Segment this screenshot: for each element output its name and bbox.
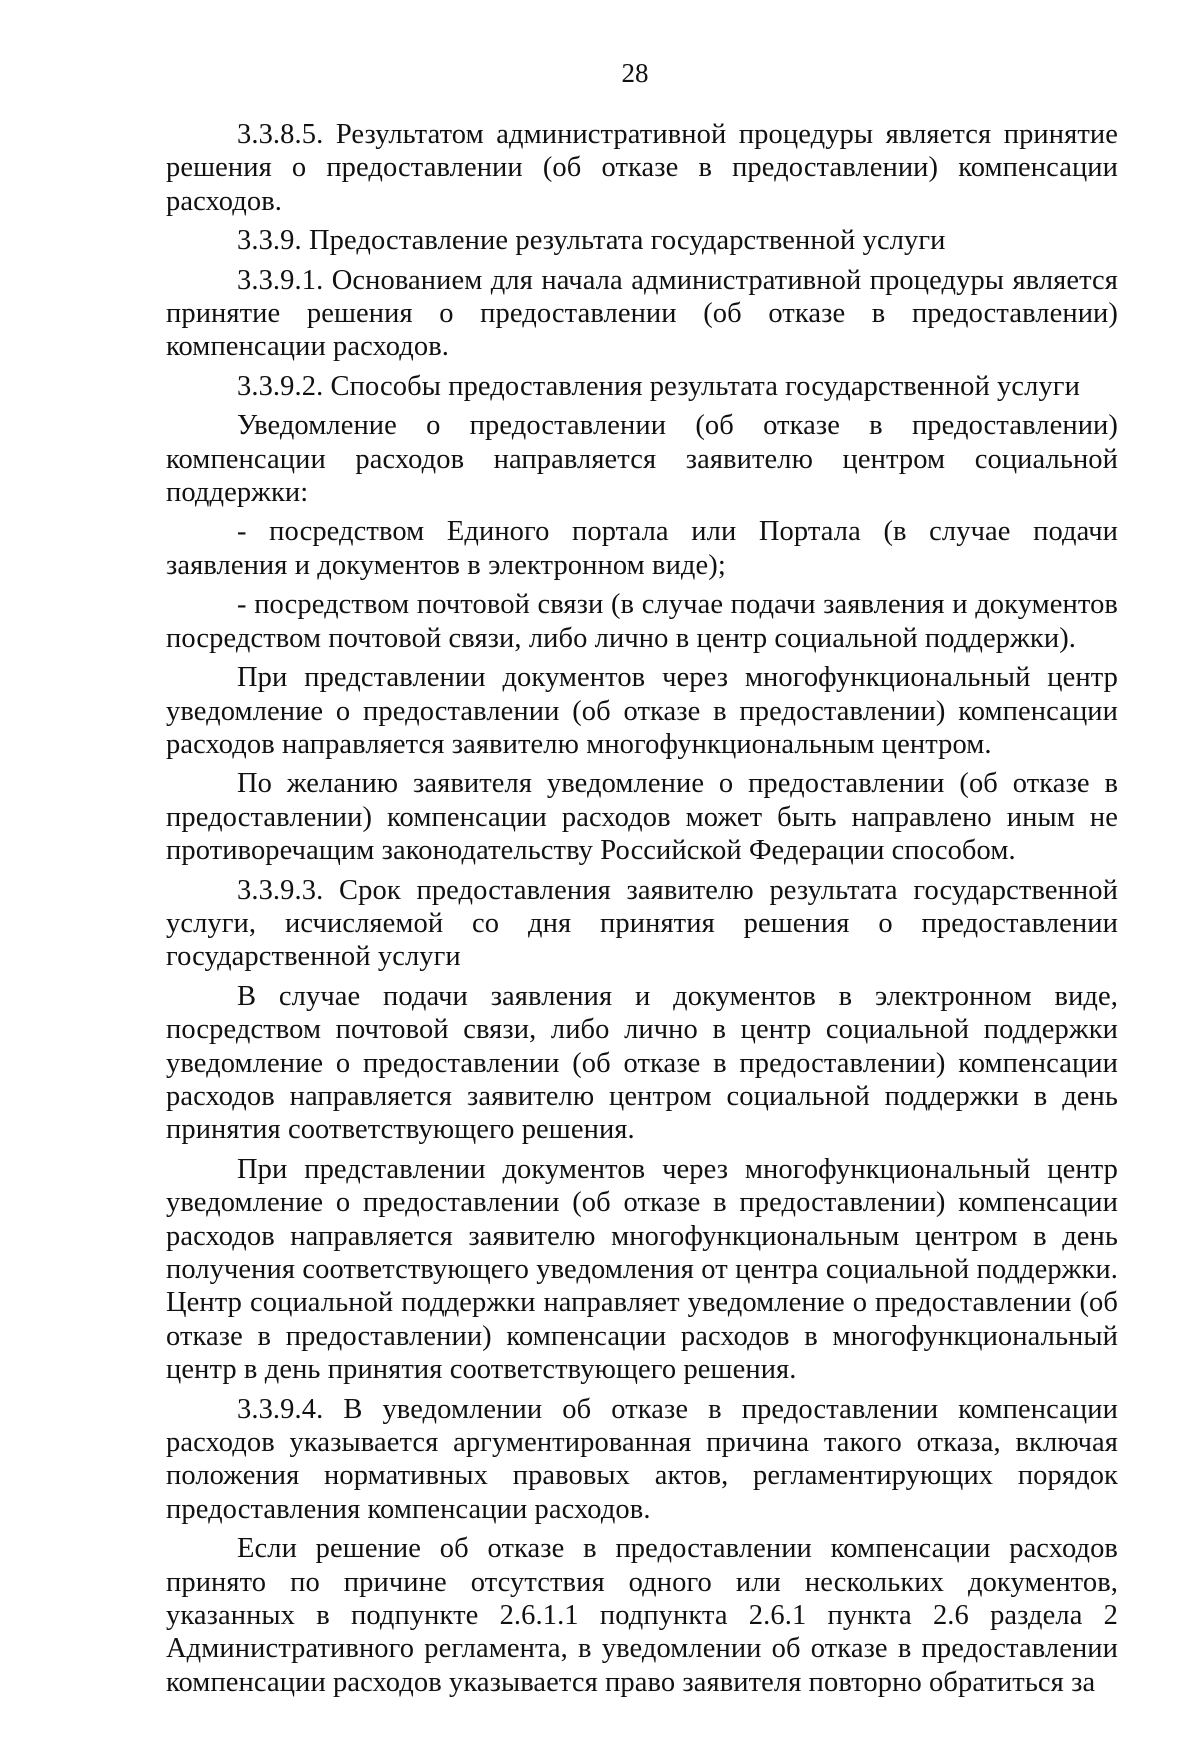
paragraph-3-3-8-5: 3.3.8.5. Результатом административной процедуры является принятие решения о предоставлении (об отказе в предоставлении) компенсации расходов. bbox=[166, 119, 1118, 217]
paragraph-mfc-deadline: При представлении документов через многофункциональный центр уведомление о предоставлении (об отказе в предоставлении) компенсации расходов направляется заявителю многофункциональным центром в день получения соответствующего уведомления от центра социальной поддержки. Центр социальной поддержки направляет уведомление о предоставлении (об отказе в предоставлении) компенсации расходов в многофункциональный центр в день принятия соответствующего решения. bbox=[166, 1153, 1118, 1386]
page-number: 28 bbox=[621, 58, 649, 88]
paragraph-electronic-submission: В случае подачи заявления и документов в электронном виде, посредством почтовой связи, либо лично в центр социальной поддержки уведомление о предоставлении (об отказе в предоставлении) компенсации расходов направляется заявителю центром социальной поддержки в день принятия соответствующего решения. bbox=[166, 980, 1118, 1146]
heading-3-3-9: 3.3.9. Предоставление результата государственной услуги bbox=[237, 225, 946, 257]
paragraph-applicant-wish: По желанию заявителя уведомление о предоставлении (об отказе в предоставлении) компенсации расходов может быть направлено иным не противоречащим законодательству Российской Федерации способом. bbox=[166, 768, 1118, 867]
document-body bbox=[166, 118, 1118, 1705]
list-item-postal: - посредством почтовой связи (в случае подачи заявления и документов посредством почтовой связи, либо лично в центр социальной поддержки). bbox=[166, 589, 1118, 654]
paragraph-3-3-9-3: 3.3.9.3. Срок предоставления заявителю результата государственной услуги, исчисляемой со дня принятия решения о предоставлении государственной услуги bbox=[166, 874, 1118, 973]
paragraph-3-3-9-1: 3.3.9.1. Основанием для начала административной процедуры является принятие решения о предоставлении (об отказе в предоставлении) компенсации расходов. bbox=[166, 264, 1118, 363]
heading-3-3-9-2: 3.3.9.2. Способы предоставления результата государственной услуги bbox=[237, 370, 1080, 402]
paragraph-mfc-notification: При представлении документов через многофункциональный центр уведомление о предоставлении (об отказе в предоставлении) компенсации расходов направляется заявителю многофункциональным центром. bbox=[166, 662, 1118, 760]
paragraph-notification-methods: Уведомление о предоставлении (об отказе в предоставлении) компенсации расходов направляется заявителю центром социальной поддержки: bbox=[166, 410, 1118, 509]
list-item-portal: - посредством Единого портала или Портала (в случае подачи заявления и документов в электронном виде); bbox=[166, 516, 1118, 581]
paragraph-3-3-9-4: 3.3.9.4. В уведомлении об отказе в предоставлении компенсации расходов указывается аргументированная причина такого отказа, включая положения нормативных правовых актов, регламентирующих порядок предоставления компенсации расходов. bbox=[166, 1393, 1118, 1525]
paragraph-refusal-missing-documents: Если решение об отказе в предоставлении компенсации расходов принято по причине отсутствия одного или нескольких документов, указанных в подпункте 2.6.1.1 подпункта 2.6.1 пункта 2.6 раздела 2 Административного регламента, в уведомлении об отказе в предоставлении компенсации расходов указывается право заявителя повторно обратиться за bbox=[166, 1533, 1118, 1698]
